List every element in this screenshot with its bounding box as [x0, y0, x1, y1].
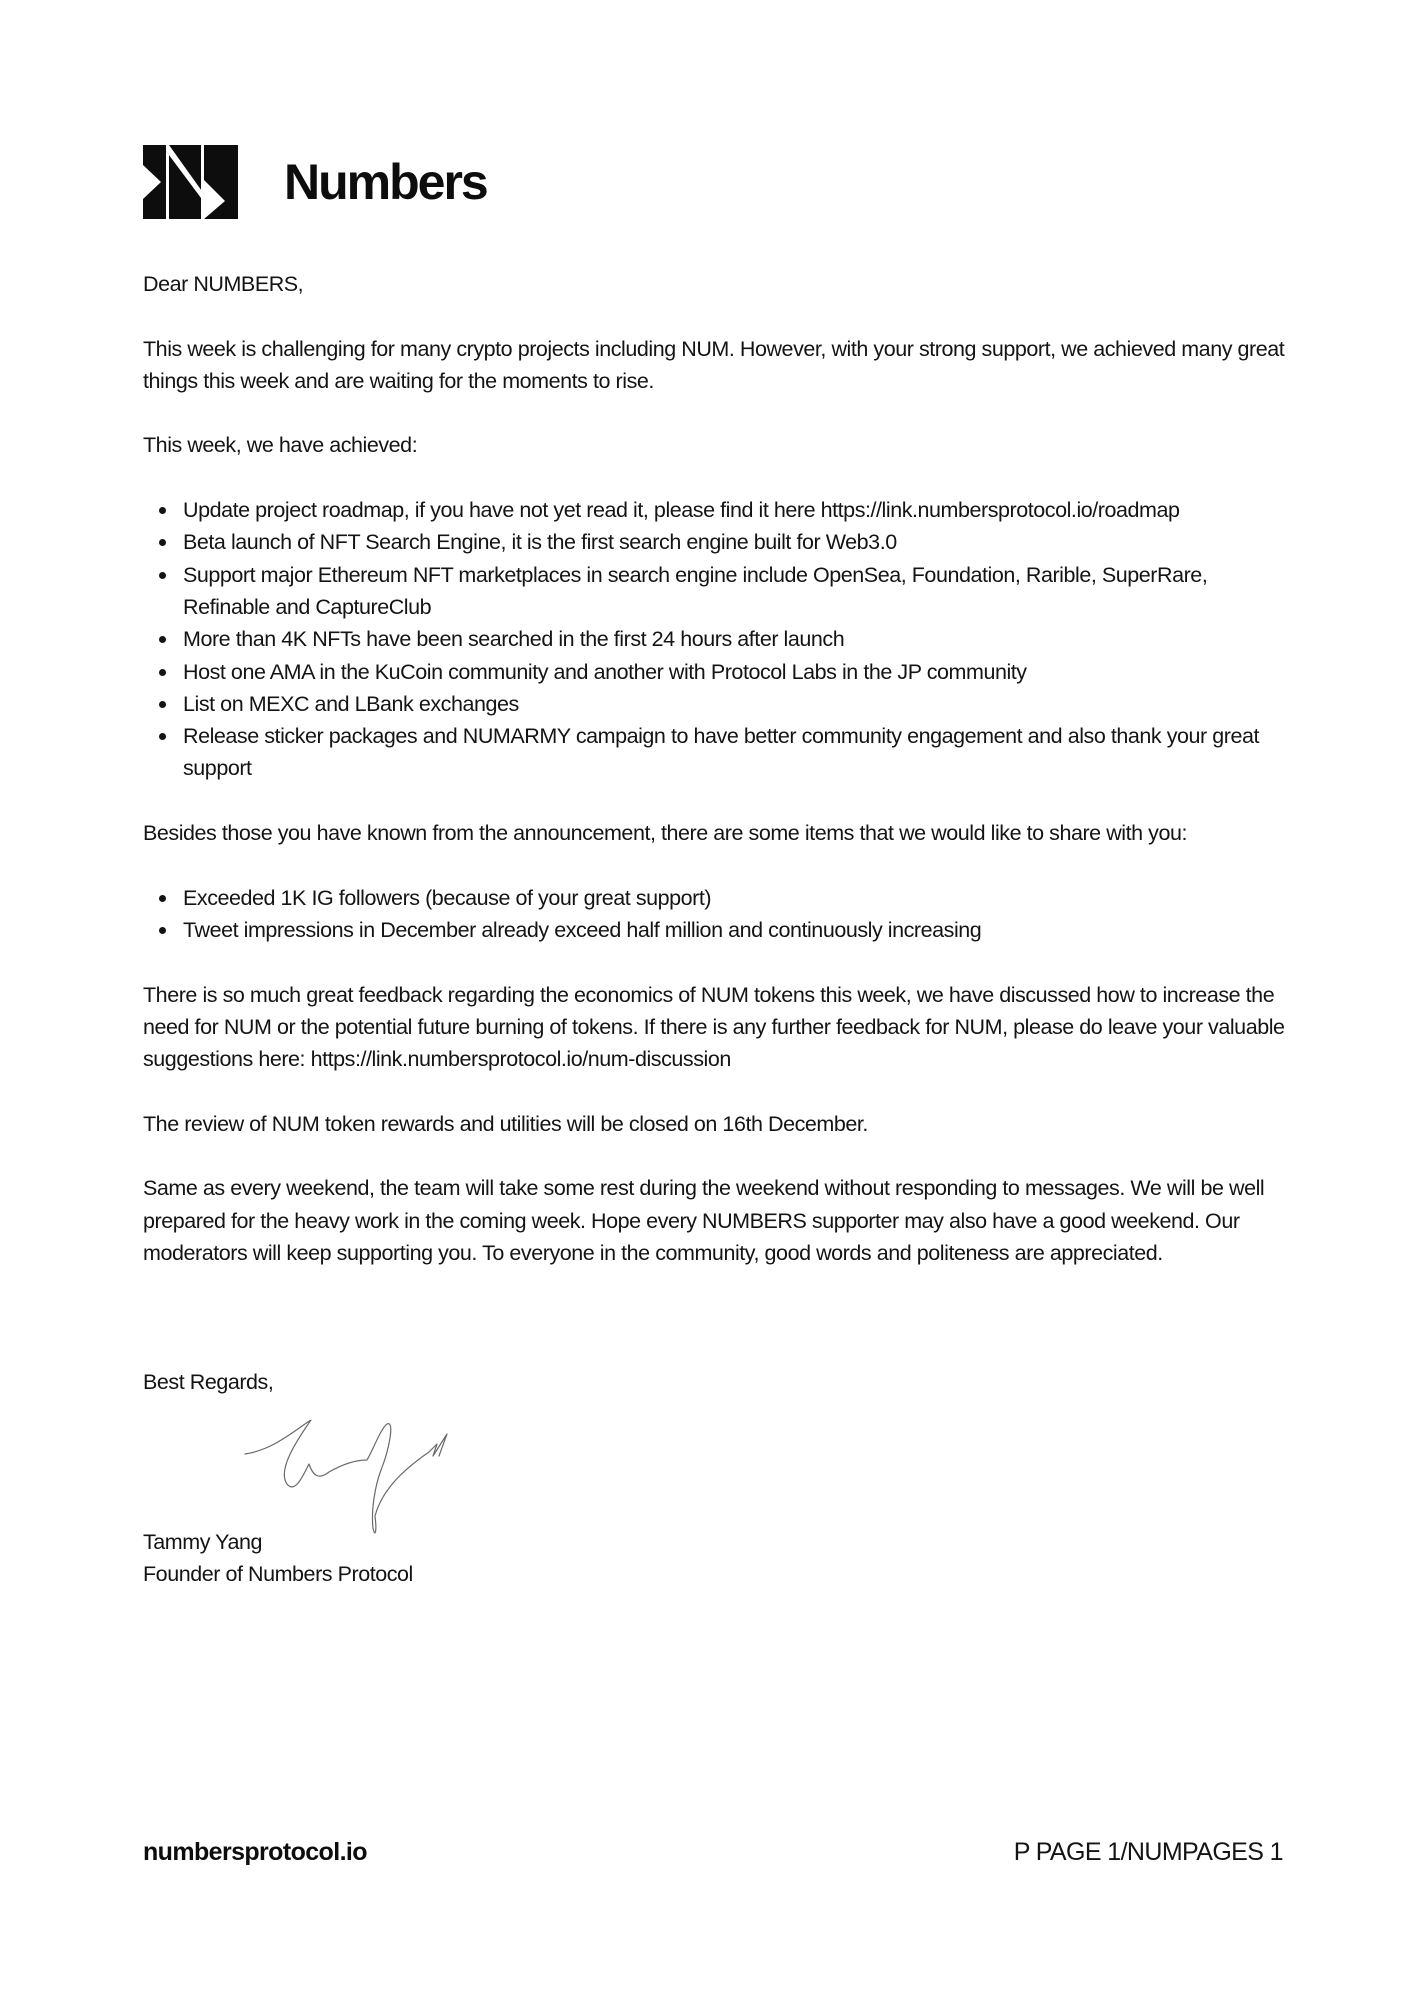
- signer-title: Founder of Numbers Protocol: [143, 1562, 413, 1587]
- list-item: Tweet impressions in December already exceed half million and continuously increasing: [183, 914, 1293, 946]
- closing: Best Regards,: [143, 1369, 274, 1394]
- intro-paragraph: This week is challenging for many crypto projects including NUM. However, with your strong support, we achieved many great things this week and are waiting for the moments to rise.: [143, 336, 1285, 393]
- letter-body: [143, 268, 1293, 1590]
- list-item: Support major Ethereum NFT marketplaces in search engine include OpenSea, Foundation, Rarible, SuperRare, Refinable and CaptureClub: [183, 559, 1293, 624]
- achievements-list: [143, 494, 1293, 785]
- achievements-heading: This week, we have achieved:: [143, 433, 418, 458]
- list-item: Update project roadmap, if you have not yet read it, please find it here https://link.numbersprotocol.io/roadmap: [183, 494, 1293, 526]
- signature-block: [143, 1430, 1293, 1590]
- list-item: Release sticker packages and NUMARMY campaign to have better community engagement and also thank your great support: [183, 720, 1293, 785]
- list-item: List on MEXC and LBank exchanges: [183, 688, 1293, 720]
- besides-heading: Besides those you have known from the announcement, there are some items that we would like to share with you:: [143, 821, 1188, 846]
- weekend-paragraph: Same as every weekend, the team will take some rest during the weekend without responding to messages. We will be well prepared for the heavy work in the coming week. Hope every NUMBERS supporter may also have a good weekend. Our moderators will keep supporting you. To everyone in the community, good words and politeness are appreciated.: [143, 1176, 1265, 1265]
- spacer: [143, 1302, 1293, 1366]
- list-item: More than 4K NFTs have been searched in the first 24 hours after launch: [183, 623, 1293, 655]
- handwritten-signature-icon: [243, 1420, 463, 1550]
- feedback-paragraph: There is so much great feedback regarding the economics of NUM tokens this week, we have discussed how to increase the need for NUM or the potential future burning of tokens. If there is any further feedback for NUM, please do leave your valuable suggestions here: https://link.numbersprotocol.io/num-discussion: [143, 982, 1285, 1072]
- brand-name: Numbers: [284, 154, 487, 210]
- list-item: Beta launch of NFT Search Engine, it is the first search engine built for Web3.0: [183, 526, 1293, 558]
- brand-logo: [143, 145, 487, 219]
- review-paragraph: The review of NUM token rewards and utilities will be closed on 16th December.: [143, 1111, 868, 1136]
- footer-website: numbersprotocol.io: [143, 1838, 367, 1866]
- list-item: Host one AMA in the KuCoin community and another with Protocol Labs in the JP community: [183, 656, 1293, 688]
- besides-list: [143, 882, 1293, 947]
- footer-page-info: P PAGE 1/NUMPAGES 1: [1013, 1838, 1283, 1866]
- signer-name: Tammy Yang: [143, 1530, 262, 1555]
- greeting: Dear NUMBERS,: [143, 272, 304, 296]
- list-item: Exceeded 1K IG followers (because of your great support): [183, 882, 1293, 914]
- numbers-n-logo-icon: [143, 145, 238, 219]
